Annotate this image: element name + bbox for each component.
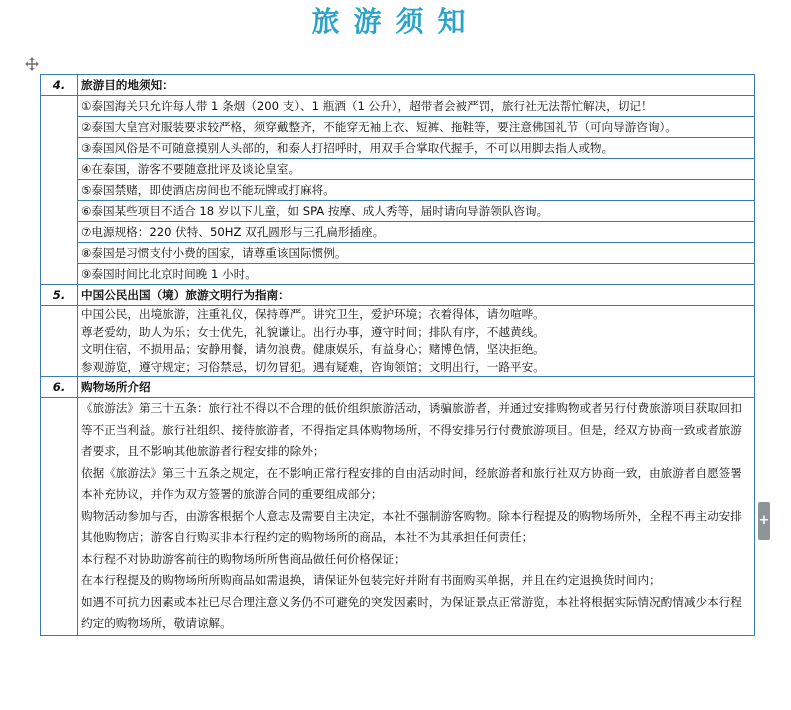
shopping-paragraph: 如遇不可抗力因素或本社已尽合理注意义务仍不可避免的突发因素时，为保证景点正常游览，本社将根据实际情况酌情减少本行程约定的购物场所，敬请谅解。 (81, 594, 742, 630)
list-item (41, 117, 755, 138)
conduct-guide-text (78, 306, 755, 377)
notice-table (40, 74, 755, 636)
conduct-guide-row (41, 306, 755, 377)
list-item (41, 201, 755, 222)
section-row (41, 75, 755, 96)
destination-note: ⑨泰国时间比北京时间晚 1 小时。 (78, 264, 755, 285)
section-number-spacer (41, 306, 78, 377)
shopping-paragraph: 购物活动参加与否，由游客根据个人意志及需要自主决定，本社不强制游客购物。除本行程提及的购物场所外，全程不再主动安排其他购物店；游客自行购买非本行程约定的购物场所的商品，本社不为其承担任何责任； (81, 508, 742, 544)
section-heading: 旅游目的地须知： (78, 75, 755, 96)
destination-note: ③泰国风俗是不可随意摸别人头部的，和泰人打招呼时，用双手合掌取代握手，不可以用脚去指人或物。 (78, 138, 755, 159)
list-item (41, 159, 755, 180)
move-handle-icon[interactable] (25, 57, 39, 71)
list-item (41, 138, 755, 159)
list-item (41, 243, 755, 264)
plus-icon[interactable]: + (758, 502, 770, 540)
list-item (41, 180, 755, 201)
destination-note: ⑥泰国某些项目不适合 18 岁以下儿童，如 SPA 按摩、成人秀等，届时请向导游领队咨询。 (78, 201, 755, 222)
shopping-info-text (78, 398, 755, 636)
conduct-line: 文明住宿，不损用品；安静用餐，请勿浪费。健康娱乐，有益身心；赌博色情，坚决拒绝。 (81, 342, 545, 356)
destination-note: ①泰国海关只允许每人带 1 条烟（200 支）、1 瓶酒（1 公升），超带者会被严罚，旅行社无法帮忙解决，切记！ (78, 96, 755, 117)
destination-note: ⑦电源规格：220 伏特、50HZ 双孔圆形与三孔扁形插座。 (78, 222, 755, 243)
destination-note: ②泰国大皇宫对服装要求较严格，须穿戴整齐，不能穿无袖上衣、短裤、拖鞋等，要注意佛国礼节（可向导游咨询）。 (78, 117, 755, 138)
section-row (41, 377, 755, 398)
conduct-line: 参观游览，遵守规定；习俗禁忌，切勿冒犯。遇有疑难，咨询领馆；文明出行，一路平安。 (81, 359, 545, 374)
list-item (41, 264, 755, 285)
section-number: 4. (41, 75, 78, 96)
destination-note: ⑤泰国禁赌，即使酒店房间也不能玩牌或打麻将。 (78, 180, 755, 201)
section-number: 5. (41, 285, 78, 306)
section-heading: 购物场所介绍 (78, 377, 755, 398)
destination-note: ④在泰国，游客不要随意批评及谈论皇室。 (78, 159, 755, 180)
shopping-paragraph: 本行程不对协助游客前往的购物场所所售商品做任何价格保证； (81, 551, 406, 566)
section-number-spacer (41, 96, 78, 285)
list-item (41, 96, 755, 117)
shopping-paragraph: 《旅游法》第三十五条：旅行社不得以不合理的低价组织旅游活动，诱骗旅游者，并通过安排购物或者另行付费旅游项目获取回扣等不正当利益。旅行社组织、接待旅游者，不得指定具体购物场所，不得安排另行付费旅游项目。但是，经双方协商一致或者旅游者要求，且不影响其他旅游者行程安排的除外； (81, 401, 742, 458)
section-heading: 中国公民出国（境）旅游文明行为指南： (78, 285, 755, 306)
shopping-paragraph: 在本行程提及的购物场所所购商品如需退换，请保证外包装完好并附有书面购买单据，并且在约定退换货时间内； (81, 573, 661, 587)
section-number-spacer (41, 398, 78, 636)
conduct-line: 尊老爱幼，助人为乐；女士优先，礼貌谦让。出行办事，遵守时间；排队有序，不越黄线。 (81, 324, 545, 339)
shopping-paragraph: 依据《旅游法》第三十五条之规定，在不影响正常行程安排的自由活动时间，经旅游者和旅行社双方协商一致，由旅游者自愿签署本补充协议，并作为双方签署的旅游合同的重要组成部分； (81, 465, 742, 501)
conduct-line: 中国公民，出境旅游，注重礼仪，保持尊严。讲究卫生，爱护环境；衣着得体，请勿喧哗。 (81, 307, 545, 321)
page-title: 旅游须知 (311, 5, 480, 38)
list-item (41, 222, 755, 243)
shopping-info-row (41, 398, 755, 636)
destination-note: ⑧泰国是习惯支付小费的国家，请尊重该国际惯例。 (78, 243, 755, 264)
section-number: 6. (41, 377, 78, 398)
section-row (41, 285, 755, 306)
